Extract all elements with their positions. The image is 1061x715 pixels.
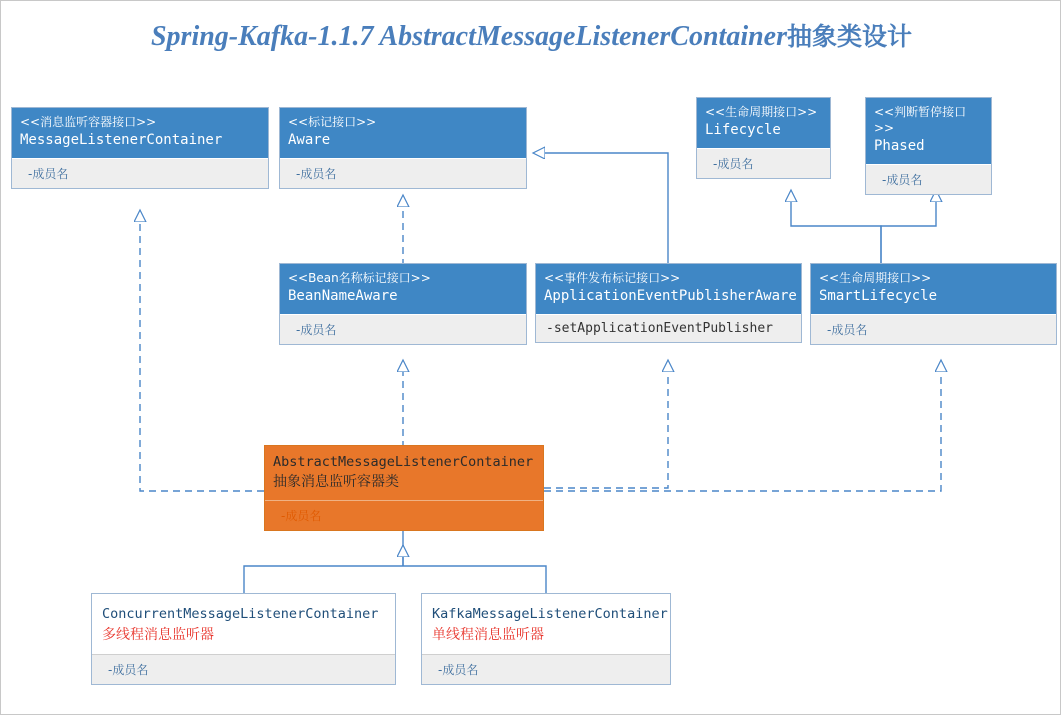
diagram-title-latin: Spring-Kafka-1.1.7 AbstractMessageListenerContainer [150,21,787,52]
node-stereotype: <<消息监听容器接口>> [20,115,157,129]
node-kafka-message-listener-container[interactable] [421,593,671,685]
node-application-event-publisher-aware[interactable] [535,263,802,343]
node-name-cn: 抽象消息监听容器类 [273,474,399,490]
diagram-title-cn: 抽象类设计 [787,22,913,51]
node-name: KafkaMessageListenerContainer [432,606,668,622]
node-stereotype: <<事件发布标记接口>> [544,271,681,285]
node-name: SmartLifecycle [819,288,938,304]
node-stereotype: <<生命周期接口>> [819,271,932,285]
node-stereotype: <<Bean名称标记接口>> [288,271,431,285]
node-smart-lifecycle[interactable] [810,263,1057,345]
node-name: ApplicationEventPublisherAware [544,288,797,304]
node-name: Aware [288,132,331,148]
node-members: -成员名 [92,654,395,684]
node-members: -成员名 [422,654,670,684]
node-name-cn: 多线程消息监听器 [102,627,214,643]
node-header [422,594,670,654]
node-lifecycle[interactable] [696,97,831,179]
node-name: Lifecycle [705,122,781,138]
node-members: -成员名 [12,158,268,188]
node-members: -成员名 [697,148,830,178]
node-abstract-message-listener-container[interactable] [264,445,544,531]
node-name: BeanNameAware [288,288,398,304]
node-header [280,108,526,158]
node-header [536,264,801,314]
node-stereotype: <<标记接口>> [288,115,377,129]
node-header [92,594,395,654]
node-message-listener-container[interactable] [11,107,269,189]
node-stereotype: <<判断暂停接口>> [874,105,967,135]
node-header [280,264,526,314]
node-header [866,98,991,164]
node-bean-name-aware[interactable] [279,263,527,345]
node-aware[interactable] [279,107,527,189]
node-members: -成员名 [811,314,1056,344]
node-members: -setApplicationEventPublisher [536,314,801,342]
node-header [12,108,268,158]
node-concurrent-message-listener-container[interactable] [91,593,396,685]
node-members: -成员名 [866,164,991,194]
node-phased[interactable] [865,97,992,195]
node-name-cn: 单线程消息监听器 [432,627,544,643]
node-name: MessageListenerContainer [20,132,223,148]
node-header [265,446,543,500]
node-stereotype: <<生命周期接口>> [705,105,818,119]
node-members: -成员名 [280,158,526,188]
node-header [697,98,830,148]
node-members: -成员名 [280,314,526,344]
node-members: -成员名 [265,500,543,530]
diagram-title [1,17,1061,53]
node-header [811,264,1056,314]
node-name: Phased [874,138,925,154]
node-name: ConcurrentMessageListenerContainer [102,606,379,622]
node-name: AbstractMessageListenerContainer [273,454,534,470]
